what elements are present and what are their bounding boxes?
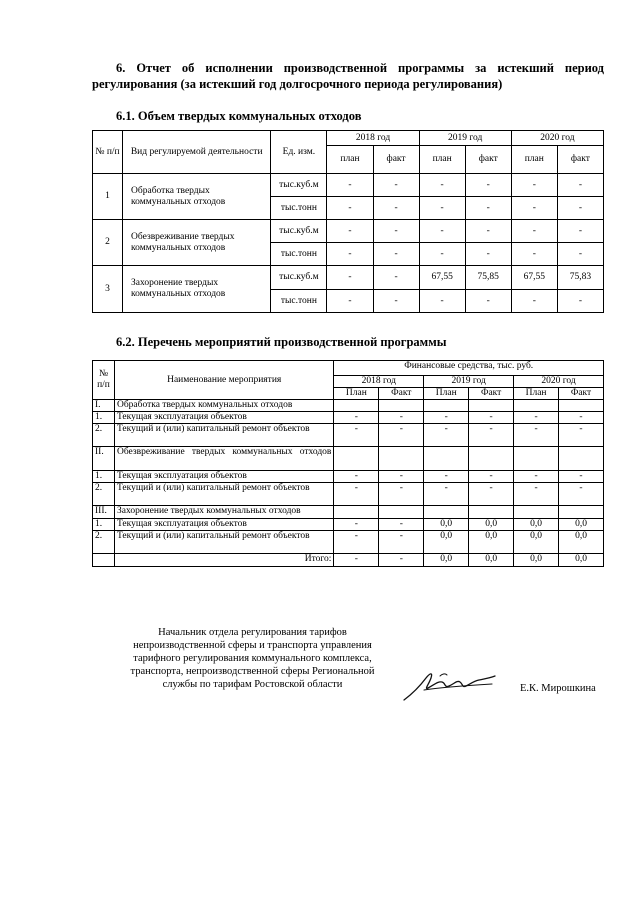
cell-value (514, 506, 559, 519)
cell-value: - (511, 220, 557, 243)
row-num: 2. (93, 424, 115, 447)
cell-value: - (465, 174, 511, 197)
table-row (93, 424, 604, 447)
table-row (93, 531, 604, 554)
signatory-line: тарифного регулирования коммунального комплекса, (133, 653, 372, 664)
handwritten-signature (400, 664, 498, 704)
cell-value: 0,0 (469, 519, 514, 531)
table-row (93, 266, 604, 290)
cell-value: - (557, 243, 603, 266)
volume-table (92, 130, 604, 313)
year-header: 2019 год (424, 376, 514, 388)
signatory-title (115, 626, 390, 691)
signatory-name: Е.К. Мирошкина (520, 683, 596, 694)
row-num: II. (93, 447, 115, 471)
row-unit: тыс.куб.м (271, 174, 327, 197)
cell-value: - (511, 243, 557, 266)
cell-value (424, 447, 469, 471)
cell-value: - (379, 483, 424, 506)
total-value: 0,0 (469, 554, 514, 567)
cell-value: - (373, 197, 419, 220)
cell-value: - (419, 290, 465, 313)
cell-value: - (327, 266, 373, 290)
cell-value (469, 447, 514, 471)
cell-value: 0,0 (424, 519, 469, 531)
cell-value: - (514, 412, 559, 424)
cell-value: - (511, 290, 557, 313)
cell-value: - (327, 243, 373, 266)
plan-header: план (511, 146, 557, 174)
cell-value: - (465, 243, 511, 266)
cell-value: - (379, 519, 424, 531)
plan-header: План (334, 388, 379, 400)
signatory-line: Начальник отдела регулирования тарифов (158, 627, 347, 638)
row-activity: Обезвреживание твердых коммунальных отходов (123, 220, 271, 266)
cell-value: - (334, 412, 379, 424)
signatory-line: службы по тарифам Ростовской области (162, 679, 343, 690)
plan-header: План (424, 388, 469, 400)
cell-value: - (327, 174, 373, 197)
year-header: 2020 год (511, 131, 603, 146)
table-row (93, 400, 604, 412)
row-name: Текущая эксплуатация объектов (114, 412, 333, 424)
total-value: - (334, 554, 379, 567)
total-label: Итого: (114, 554, 333, 567)
col-header-num: № п/п (93, 131, 123, 174)
cell-value (334, 400, 379, 412)
cell-value: - (419, 220, 465, 243)
cell-value: 67,55 (419, 266, 465, 290)
cell-value (334, 447, 379, 471)
row-unit: тыс.тонн (271, 243, 327, 266)
fact-header: Факт (379, 388, 424, 400)
signatory-line: непроизводственной сферы и транспорта управления (133, 640, 372, 651)
row-name: Текущая эксплуатация объектов (114, 519, 333, 531)
cell-value: - (379, 531, 424, 554)
row-num: 2. (93, 483, 115, 506)
cell-value: - (419, 243, 465, 266)
cell-value: 0,0 (424, 531, 469, 554)
cell-value: - (559, 471, 604, 483)
year-header: 2020 год (514, 376, 604, 388)
cell-value: - (465, 290, 511, 313)
cell-value (424, 506, 469, 519)
cell-value: - (327, 290, 373, 313)
row-unit: тыс.тонн (271, 197, 327, 220)
row-name: Обработка твердых коммунальных отходов (114, 400, 333, 412)
row-activity: Обработка твердых коммунальных отходов (123, 174, 271, 220)
cell-value (379, 447, 424, 471)
cell-value: - (424, 412, 469, 424)
cell-value: - (514, 471, 559, 483)
cell-value: - (465, 197, 511, 220)
plan-header: План (514, 388, 559, 400)
fin-header: Финансовые средства, тыс. руб. (334, 361, 604, 376)
cell-value: - (373, 266, 419, 290)
col-header-unit: Ед. изм. (271, 131, 327, 174)
row-num: 1 (93, 174, 123, 220)
cell-value (559, 506, 604, 519)
fact-header: Факт (469, 388, 514, 400)
total-value: 0,0 (424, 554, 469, 567)
row-name: Обезвреживание твердых коммунальных отходов (114, 447, 333, 471)
row-num: III. (93, 506, 115, 519)
col-header-name: Наименование мероприятия (114, 361, 333, 400)
cell-value: - (379, 471, 424, 483)
row-activity: Захоронение твердых коммунальных отходов (123, 266, 271, 313)
table-row (93, 174, 604, 197)
row-num (93, 554, 115, 567)
table-row (93, 220, 604, 243)
cell-value: - (514, 424, 559, 447)
cell-value: - (327, 220, 373, 243)
cell-value: - (327, 197, 373, 220)
cell-value (334, 506, 379, 519)
cell-value: - (334, 483, 379, 506)
table-row (93, 506, 604, 519)
cell-value: - (419, 174, 465, 197)
cell-value: - (419, 197, 465, 220)
row-num: 2 (93, 220, 123, 266)
cell-value: - (373, 220, 419, 243)
total-row (93, 554, 604, 567)
cell-value (514, 447, 559, 471)
cell-value: - (334, 424, 379, 447)
cell-value: - (469, 483, 514, 506)
cell-value: - (511, 197, 557, 220)
row-unit: тыс.тонн (271, 290, 327, 313)
table-row (93, 447, 604, 471)
cell-value: - (424, 471, 469, 483)
cell-value: 0,0 (469, 531, 514, 554)
row-unit: тыс.куб.м (271, 266, 327, 290)
row-unit: тыс.куб.м (271, 220, 327, 243)
cell-value: - (557, 220, 603, 243)
cell-value: - (424, 424, 469, 447)
signatory-line: транспорта, непроизводственной сферы Региональной (130, 666, 375, 677)
cell-value: 75,83 (557, 266, 603, 290)
table-row (93, 471, 604, 483)
row-num: 1. (93, 412, 115, 424)
row-num: 2. (93, 531, 115, 554)
total-value: - (379, 554, 424, 567)
cell-value (559, 400, 604, 412)
cell-value: - (373, 174, 419, 197)
plan-header: план (327, 146, 373, 174)
cell-value: - (469, 424, 514, 447)
cell-value: - (559, 412, 604, 424)
fact-header: Факт (559, 388, 604, 400)
total-value: 0,0 (514, 554, 559, 567)
row-num: 1. (93, 519, 115, 531)
cell-value: 0,0 (559, 531, 604, 554)
cell-value: 0,0 (514, 531, 559, 554)
total-value: 0,0 (559, 554, 604, 567)
row-num: I. (93, 400, 115, 412)
cell-value: 0,0 (514, 519, 559, 531)
cell-value (424, 400, 469, 412)
cell-value: - (469, 471, 514, 483)
cell-value: - (557, 290, 603, 313)
cell-value: - (559, 483, 604, 506)
fact-header: факт (557, 146, 603, 174)
cell-value: - (334, 519, 379, 531)
cell-value: - (511, 174, 557, 197)
cell-value: - (424, 483, 469, 506)
measures-table (92, 360, 604, 567)
col-header-num: № п/п (93, 361, 115, 400)
row-name: Текущий и (или) капитальный ремонт объектов (114, 424, 333, 447)
row-num: 1. (93, 471, 115, 483)
cell-value (379, 400, 424, 412)
cell-value: - (334, 531, 379, 554)
cell-value: - (379, 412, 424, 424)
plan-header: план (419, 146, 465, 174)
cell-value: 67,55 (511, 266, 557, 290)
table-row (93, 519, 604, 531)
section-6-title: 6. Отчет об исполнении производственной программы за истекший период регулирования (за истекший год долгосрочного периода регулирования) (92, 61, 604, 91)
cell-value: - (514, 483, 559, 506)
cell-value: - (465, 220, 511, 243)
cell-value: - (557, 174, 603, 197)
cell-value: 75,85 (465, 266, 511, 290)
col-header-activity: Вид регулируемой деятельности (123, 131, 271, 174)
table-row (93, 483, 604, 506)
row-name: Захоронение твердых коммунальных отходов (114, 506, 333, 519)
cell-value: - (334, 471, 379, 483)
cell-value: - (373, 243, 419, 266)
cell-value: - (373, 290, 419, 313)
row-name: Текущая эксплуатация объектов (114, 471, 333, 483)
cell-value (469, 400, 514, 412)
row-num: 3 (93, 266, 123, 313)
cell-value (379, 506, 424, 519)
cell-value: - (557, 197, 603, 220)
cell-value (559, 447, 604, 471)
cell-value (514, 400, 559, 412)
row-name: Текущий и (или) капитальный ремонт объектов (114, 531, 333, 554)
cell-value: 0,0 (559, 519, 604, 531)
cell-value: - (379, 424, 424, 447)
section-6-1-title: 6.1. Объем твердых коммунальных отходов (116, 109, 362, 123)
year-header: 2018 год (327, 131, 419, 146)
cell-value: - (469, 412, 514, 424)
row-name: Текущий и (или) капитальный ремонт объектов (114, 483, 333, 506)
cell-value (469, 506, 514, 519)
section-6-2-title: 6.2. Перечень мероприятий производственной программы (116, 335, 447, 349)
table-row (93, 412, 604, 424)
year-header: 2018 год (334, 376, 424, 388)
year-header: 2019 год (419, 131, 511, 146)
fact-header: факт (465, 146, 511, 174)
cell-value: - (559, 424, 604, 447)
fact-header: факт (373, 146, 419, 174)
